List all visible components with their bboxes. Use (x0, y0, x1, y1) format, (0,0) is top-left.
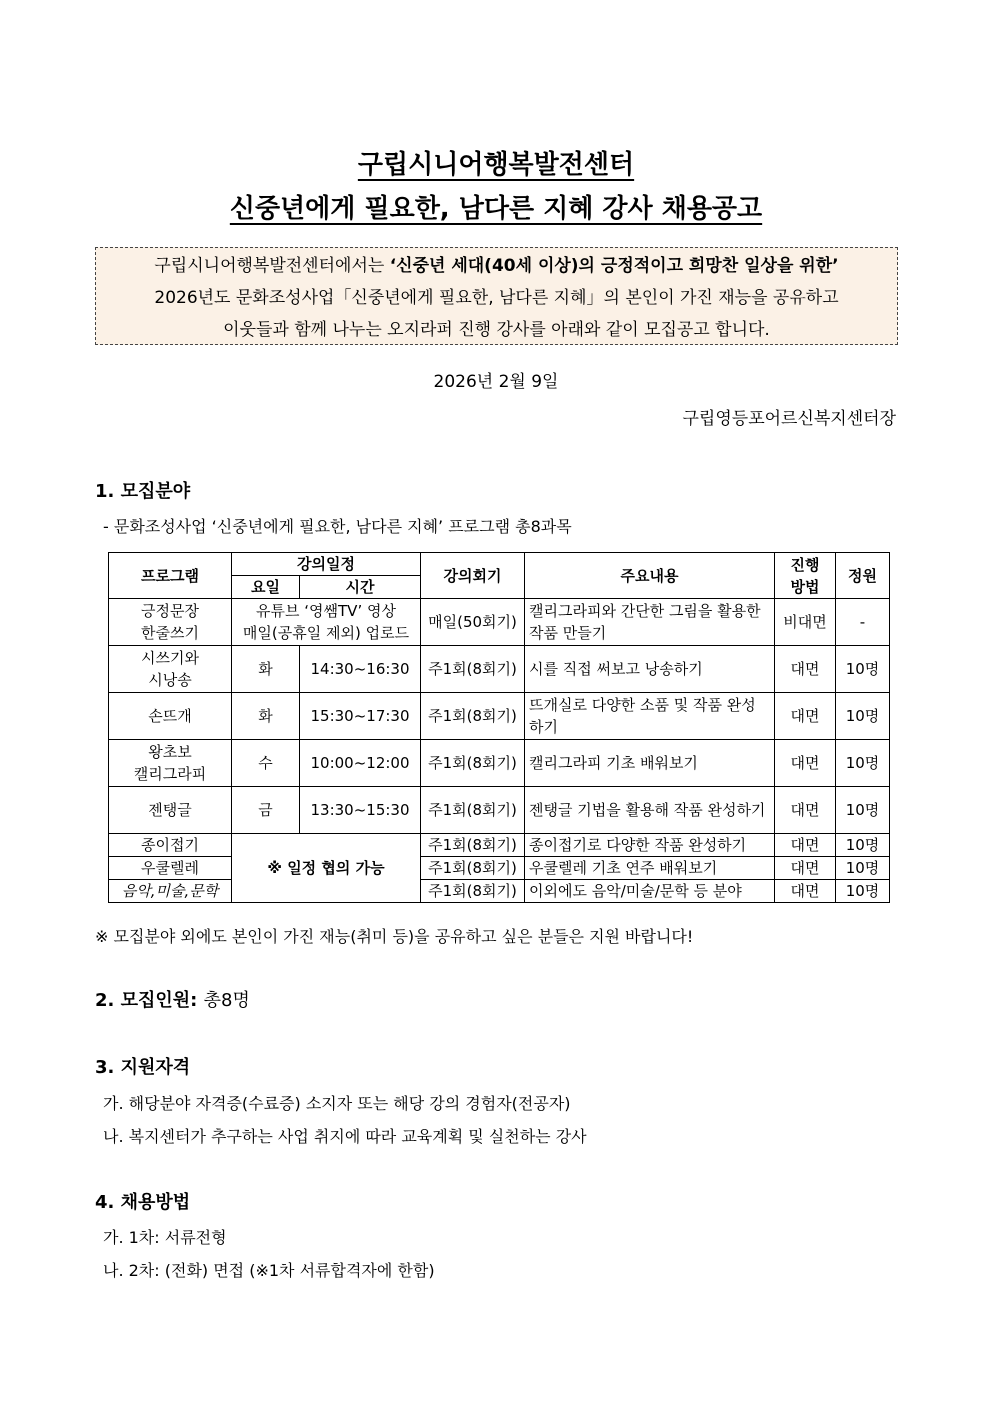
intro-line-3: 이웃들과 함께 나누는 오지라퍼 진행 강사를 아래와 같이 모집공고 합니다. (223, 320, 770, 340)
cell-content: 캘리그라피 기초 배워보기 (525, 740, 775, 787)
table-row (109, 740, 890, 787)
program-line-2: 시낭송 (148, 671, 192, 689)
cell-capacity: 10명 (836, 693, 890, 740)
program-line-2: 캘리그라피 (133, 765, 207, 783)
cell-method: 대면 (775, 646, 836, 693)
cell-day: 화 (232, 646, 300, 693)
header-method (775, 553, 836, 599)
cell-content: 우쿨렐레 기초 연주 배워보기 (525, 857, 775, 880)
schedule-line-1: 유튜브 ‘영쌤TV’ 영상 (256, 602, 396, 620)
section-1-subtitle: - 문화조성사업 ‘신중년에게 필요한, 남다른 지혜’ 프로그램 총8과목 (103, 517, 572, 536)
cell-capacity: 10명 (836, 740, 890, 787)
cell-sessions: 주1회(8회기) (421, 740, 525, 787)
cell-schedule-negotiable: ※ 일정 협의 가능 (232, 834, 421, 903)
table-row (109, 646, 890, 693)
header-program: 프로그램 (109, 553, 232, 599)
section-3-item-2: 나. 복지센터가 추구하는 사업 취지에 따라 교육계획 및 실천하는 강사 (103, 1127, 587, 1146)
cell-capacity: 10명 (836, 857, 890, 880)
section-2-value: 총8명 (203, 990, 250, 1011)
notice-date: 2026년 2월 9일 (433, 372, 559, 392)
program-line-1: 왕초보 (148, 743, 192, 761)
cell-content: 캘리그라피와 간단한 그림을 활용한 작품 만들기 (525, 599, 775, 646)
cell-program (109, 646, 232, 693)
cell-time: 14:30~16:30 (300, 646, 421, 693)
header-method-l1: 진행 (790, 555, 820, 574)
table-row (109, 693, 890, 740)
header-content: 주요내용 (525, 553, 775, 599)
cell-program: 젠탱글 (109, 787, 232, 834)
intro-line-1 (96, 250, 897, 282)
cell-method: 대면 (775, 787, 836, 834)
cell-sessions: 주1회(8회기) (421, 857, 525, 880)
cell-time: 10:00~12:00 (300, 740, 421, 787)
cell-sessions: 주1회(8회기) (421, 880, 525, 903)
intro-emphasis: ‘신중년 세대(40세 이상)의 긍정적이고 희망찬 일상을 위한’ (389, 256, 839, 276)
program-table (108, 552, 890, 903)
cell-method: 대면 (775, 857, 836, 880)
notice-title-center: 구립시니어행복발전센터 (357, 150, 635, 180)
section-4-item-2: 나. 2차: (전화) 면접 (※1차 서류합격자에 한함) (103, 1261, 435, 1280)
table-row (109, 857, 890, 880)
issuer: 구립영등포어르신복지센터장 (682, 409, 896, 429)
cell-sessions: 주1회(8회기) (421, 787, 525, 834)
cell-sessions: 주1회(8회기) (421, 834, 525, 857)
section-3-heading: 3. 지원자격 (95, 1057, 191, 1078)
intro-line-2: 2026년도 문화조성사업「신중년에게 필요한, 남다른 지혜」의 본인이 가진 재능을 공유하고 (154, 288, 839, 308)
section-2-heading (95, 986, 250, 1012)
cell-program: 우쿨렐레 (109, 857, 232, 880)
section-1-note: ※ 모집분야 외에도 본인이 가진 재능(취미 등)을 공유하고 싶은 분들은 지원 바랍니다! (95, 927, 694, 946)
cell-content: 젠탱글 기법을 활용해 작품 완성하기 (525, 787, 775, 834)
cell-program: 손뜨개 (109, 693, 232, 740)
schedule-line-2: 매일(공휴일 제외) 업로드 (242, 624, 410, 642)
cell-day: 수 (232, 740, 300, 787)
cell-sessions: 매일(50회기) (421, 599, 525, 646)
section-3-item-1: 가. 해당분야 자격증(수료증) 소지자 또는 해당 강의 경험자(전공자) (103, 1094, 571, 1113)
cell-capacity: 10명 (836, 880, 890, 903)
cell-program: 종이접기 (109, 834, 232, 857)
cell-method: 대면 (775, 834, 836, 857)
cell-content: 뜨개실로 다양한 소품 및 작품 완성하기 (525, 693, 775, 740)
table-header-row (109, 553, 890, 576)
cell-schedule (232, 599, 421, 646)
program-line-2: 한줄쓰기 (141, 624, 199, 642)
cell-day: 금 (232, 787, 300, 834)
cell-content: 이외에도 음악/미술/문학 등 분야 (525, 880, 775, 903)
cell-content: 시를 직접 써보고 낭송하기 (525, 646, 775, 693)
cell-program (109, 740, 232, 787)
cell-capacity: - (836, 599, 890, 646)
cell-method: 대면 (775, 880, 836, 903)
table-row (109, 599, 890, 646)
table-row (109, 834, 890, 857)
section-4-item-1: 가. 1차: 서류전형 (103, 1228, 227, 1247)
cell-capacity: 10명 (836, 646, 890, 693)
section-1-heading: 1. 모집분야 (95, 481, 191, 502)
cell-method: 대면 (775, 693, 836, 740)
intro-line-1-prefix: 구립시니어행복발전센터에서는 (154, 256, 390, 276)
cell-time: 15:30~17:30 (300, 693, 421, 740)
cell-time: 13:30~15:30 (300, 787, 421, 834)
cell-day: 화 (232, 693, 300, 740)
cell-sessions: 주1회(8회기) (421, 693, 525, 740)
cell-capacity: 10명 (836, 834, 890, 857)
cell-program: 음악,미술,문학 (109, 880, 232, 903)
table-row (109, 880, 890, 903)
section-2-label: 2. 모집인원: (95, 990, 198, 1011)
header-time: 시간 (300, 576, 421, 599)
header-capacity: 정원 (836, 553, 890, 599)
table-row (109, 787, 890, 834)
program-line-1: 긍정문장 (141, 602, 199, 620)
cell-sessions: 주1회(8회기) (421, 646, 525, 693)
header-day: 요일 (232, 576, 300, 599)
program-line-1: 시쓰기와 (141, 649, 199, 667)
cell-method: 대면 (775, 740, 836, 787)
cell-method: 비대면 (775, 599, 836, 646)
header-schedule: 강의일정 (232, 553, 421, 576)
header-method-l2: 방법 (790, 577, 820, 596)
cell-program (109, 599, 232, 646)
cell-capacity: 10명 (836, 787, 890, 834)
intro-box (95, 247, 898, 345)
cell-content: 종이접기로 다양한 작품 완성하기 (525, 834, 775, 857)
section-4-heading: 4. 채용방법 (95, 1192, 191, 1213)
header-sessions: 강의회기 (421, 553, 525, 599)
notice-title-main: 신중년에게 필요한, 남다른 지혜 강사 채용공고 (229, 194, 763, 224)
